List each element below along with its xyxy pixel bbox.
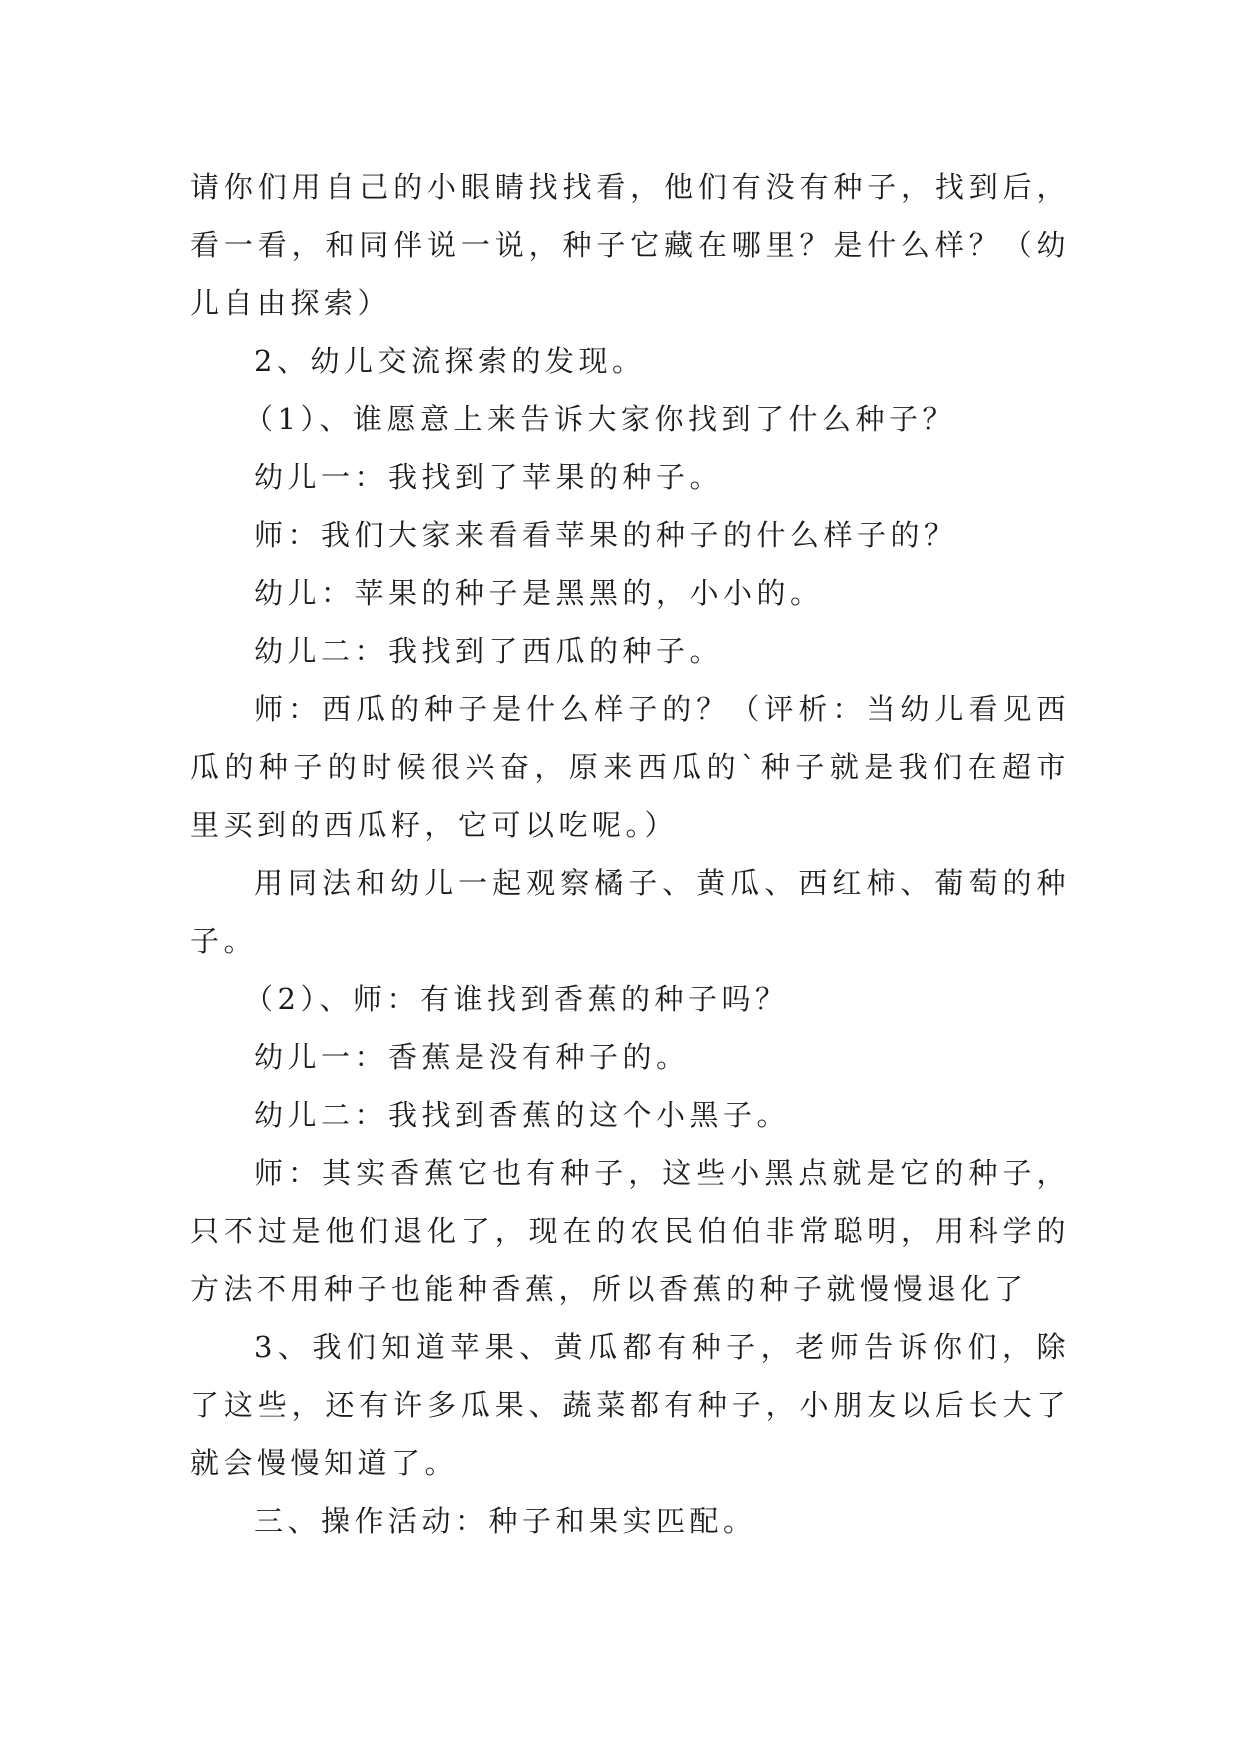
paragraph-question-2: （2）、师：有谁找到香蕉的种子吗？ bbox=[244, 982, 789, 1016]
paragraph-child2-watermelon: 幼儿二：我找到了西瓜的种子。 bbox=[254, 634, 724, 668]
paragraph-teacher-banana: 师：其实香蕉它也有种子，这些小黑点就是它的种子，只不过是他们退化了，现在的农民伯伯非常聪明，用科学的方法不用种子也能种香蕉，所以香蕉的种子就慢慢退化了 bbox=[190, 1156, 1070, 1306]
paragraph-same-method: 用同法和幼儿一起观察橘子、黄瓜、西红柿、葡萄的种子。 bbox=[190, 866, 1070, 958]
paragraph-child1-banana: 幼儿一：香蕉是没有种子的。 bbox=[254, 1040, 690, 1074]
paragraph-explore-instructions: 请你们用自己的小眼睛找找看，他们有没有种子，找到后，看一看，和同伴说一说，种子它藏在哪里？是什么样？（幼儿自由探索） bbox=[190, 170, 1070, 320]
paragraph-question-1: （1）、谁愿意上来告诉大家你找到了什么种子？ bbox=[244, 402, 956, 436]
paragraph-child-apple-answer: 幼儿：苹果的种子是黑黑的，小小的。 bbox=[254, 576, 824, 610]
paragraph-child1-apple: 幼儿一：我找到了苹果的种子。 bbox=[254, 460, 724, 494]
document-body bbox=[190, 158, 1070, 1550]
paragraph-teacher-watermelon: 师：西瓜的种子是什么样子的？（评析：当幼儿看见西瓜的种子的时候很兴奋，原来西瓜的`种子就是我们在超市里买到的西瓜籽，它可以吃呢。） bbox=[190, 692, 1070, 842]
paragraph-teacher-apple: 师：我们大家来看看苹果的种子的什么样子的？ bbox=[254, 518, 958, 552]
paragraph-step-3: 3、我们知道苹果、黄瓜都有种子，老师告诉你们，除了这些，还有许多瓜果、蔬菜都有种子，小朋友以后长大了就会慢慢知道了。 bbox=[190, 1330, 1070, 1480]
paragraph-section-3-heading: 三、操作活动：种子和果实匹配。 bbox=[254, 1504, 757, 1538]
paragraph-child2-banana: 幼儿二：我找到香蕉的这个小黑子。 bbox=[254, 1098, 791, 1132]
paragraph-step-2-heading: 2、幼儿交流探索的发现。 bbox=[254, 344, 646, 378]
